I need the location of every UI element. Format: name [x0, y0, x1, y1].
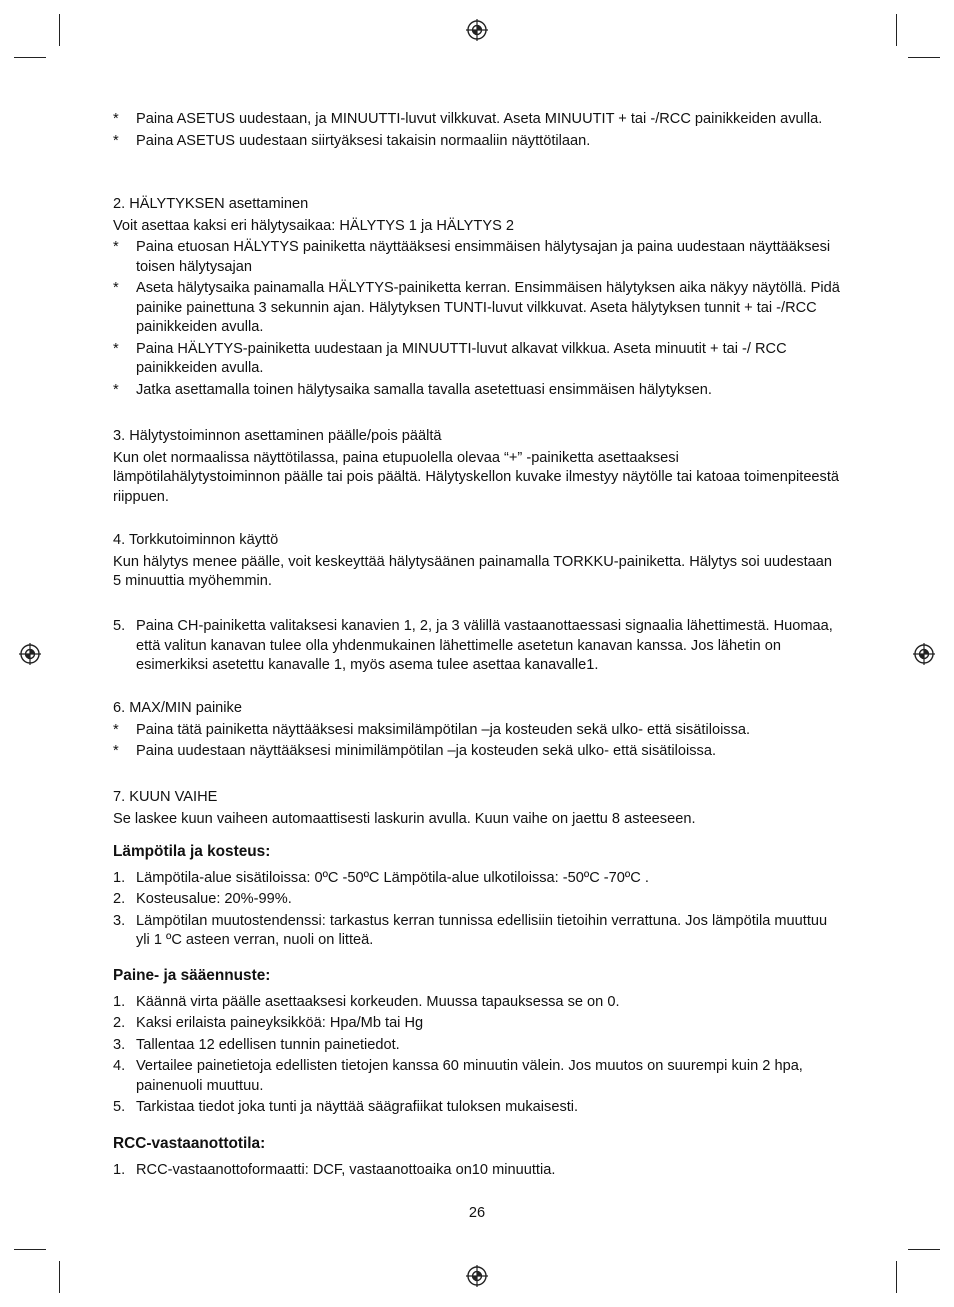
section-body: Kun olet normaalissa näyttötilassa, paina etupuolella olevaa “+” -painiketta asettaaksesi lämpötilahälytystoiminnon päälle tai pois päältä. Hälytyskellon kuvake ilmestyy näytölle tai katoaa toimenpiteestä riippuen.: [113, 449, 840, 505]
list-item: [113, 279, 843, 338]
section-channel: [113, 617, 843, 676]
section-pressure: [113, 966, 843, 1118]
registration-mark-icon: [913, 643, 935, 665]
list-item-text: Käännä virta päälle asettaaksesi korkeuden. Muussa tapauksessa se on 0.: [136, 993, 620, 1010]
subsection-heading: RCC-vastaanottotila:: [113, 1135, 266, 1152]
bullet-marker: *: [113, 721, 119, 738]
crop-mark-tl-horizontal: [14, 57, 46, 58]
bullet-marker: *: [113, 132, 119, 149]
crop-mark-bl-vertical: [59, 1261, 60, 1293]
list-item-text: Jatka asettamalla toinen hälytysaika samalla tavalla asetettuasi ensimmäisen hälytyksen.: [136, 381, 712, 398]
section-temperature: [113, 842, 843, 951]
list-item: [113, 1036, 843, 1056]
number-marker: 5.: [113, 618, 126, 634]
list-item-text: Paina tätä painiketta näyttääksesi maksimilämpötilan –ja kosteuden sekä ulko- että sisätiloissa.: [136, 721, 751, 738]
list-item: [113, 238, 843, 277]
section-rcc: [113, 1134, 843, 1180]
crop-mark-tl-vertical: [59, 14, 60, 46]
crop-mark-br-horizontal: [908, 1249, 940, 1250]
crop-mark-br-vertical: [896, 1261, 897, 1293]
list-item: [113, 110, 843, 130]
subsection-heading: Lämpötila ja kosteus:: [113, 843, 271, 860]
list-item-text: RCC-vastaanottoformaatti: DCF, vastaanottoaika on10 minuuttia.: [136, 1161, 556, 1178]
list-item-text: Aseta hälytysaika painamalla HÄLYTYS-painiketta kerran. Ensimmäisen hälytyksen aika näkyy näytöllä. Pidä painike painettuna 3 sekunnin ajan. Hälytyksen TUNTI-luvut vilkkuvat. Aseta hälytyksen tunnit + tai -/RCC painikkeiden avulla.: [136, 280, 840, 335]
section-body: Kun hälytys menee päälle, voit keskeyttää hälytysäänen painamalla TORKKU-painiketta. Hälytys soi uudestaan 5 minuuttia myöhemmin.: [113, 553, 833, 589]
crop-mark-tr-vertical: [896, 14, 897, 46]
bullet-marker: *: [113, 743, 119, 759]
number-marker: 2.: [113, 1015, 126, 1031]
list-item-text: Kosteusalue: 20%-99%.: [136, 891, 292, 907]
section-body: Paina CH-painiketta valitaksesi kanavien 1, 2, ja 3 välillä vastaanottaessasi signaalia lähettimestä. Huomaa, että valitun kanavan tulee olla yhdenmukainen lähettimelle asetetun kanavan kanssa. Jos lähetin on esimerkiksi asetettu kanavalle 1, myös asema tulee asettaa kanavalle1.: [136, 618, 833, 673]
number-marker: 1.: [113, 1161, 126, 1178]
number-marker: 2.: [113, 891, 126, 907]
list-item: [113, 869, 843, 889]
section-moon-phase: [113, 788, 843, 829]
number-marker: 4.: [113, 1058, 126, 1074]
list-item: [113, 381, 843, 401]
list-item: [113, 340, 843, 379]
subsection-heading: Paine- ja sääennuste:: [113, 967, 271, 984]
section-body: Se laskee kuun vaiheen automaattisesti laskurin avulla. Kuun vaihe on jaettu 8 asteeseen.: [113, 810, 696, 827]
section-snooze: [113, 531, 843, 592]
list-item-text: Paina ASETUS uudestaan siirtyäksesi takaisin normaaliin näyttötilaan.: [136, 132, 591, 149]
list-item-text: Kaksi erilaista paineyksikköä: Hpa/Mb tai Hg: [136, 1015, 424, 1031]
crop-mark-bl-horizontal: [14, 1249, 46, 1250]
section-heading: 2. HÄLYTYKSEN asettaminen: [113, 196, 309, 212]
list-item-text: Vertailee painetietoja edellisten tietojen kanssa 60 minuutin välein. Jos muutos on suurempi kuin 2 hpa, painenuoli muuttuu.: [136, 1058, 803, 1094]
list-item-text: Paina HÄLYTYS-painiketta uudestaan ja MINUUTTI-luvut alkavat vilkkua. Aseta minuutit + tai -/ RCC painikkeiden avulla.: [136, 340, 787, 376]
number-marker: 3.: [113, 912, 126, 929]
list-item: [113, 993, 843, 1013]
list-item: [113, 912, 843, 951]
list-item: [113, 1098, 843, 1118]
list-item: [113, 617, 843, 676]
section-heading: 7. KUUN VAIHE: [113, 789, 218, 805]
number-marker: 5.: [113, 1099, 126, 1115]
list-item: [113, 721, 843, 741]
list-item-text: Paina ASETUS uudestaan, ja MINUUTTI-luvut vilkkuvat. Aseta MINUUTIT + tai -/RCC painikkeiden avulla.: [136, 111, 823, 127]
page-number: 26: [468, 1205, 486, 1221]
bullet-marker: *: [113, 239, 119, 255]
section-alarm-setting: [113, 195, 843, 400]
registration-mark-icon: [19, 643, 41, 665]
list-item-text: Paina etuosan HÄLYTYS painiketta näyttääksesi ensimmäisen hälytysajan ja paina uudestaan näyttääksesi toisen hälytysajan: [136, 239, 831, 275]
bullet-marker: *: [113, 111, 119, 127]
section-heading: 4. Torkkutoiminnon käyttö: [113, 532, 279, 548]
registration-mark-icon: [466, 1265, 488, 1287]
crop-mark-tr-horizontal: [908, 57, 940, 58]
section-alarm-toggle: [113, 427, 843, 507]
bullet-marker: *: [113, 381, 119, 398]
number-marker: 1.: [113, 993, 126, 1010]
list-item-text: Tarkistaa tiedot joka tunti ja näyttää säägrafiikat tuloksen mukaisesti.: [136, 1099, 579, 1115]
number-marker: 1.: [113, 869, 126, 886]
list-item: [113, 1057, 843, 1096]
list-item: [113, 1161, 843, 1181]
section-heading: 3. Hälytystoiminnon asettaminen päälle/pois päältä: [113, 428, 442, 444]
list-item: [113, 1014, 843, 1034]
intro-list: [113, 110, 843, 151]
list-item-text: Lämpötila-alue sisätiloissa: 0ºC -50ºC Lämpötila-alue ulkotiloissa: -50ºC -70ºC .: [136, 869, 649, 886]
bullet-marker: *: [113, 280, 119, 296]
list-item-text: Lämpötilan muutostendenssi: tarkastus kerran tunnissa edellisiin tietoihin verrattuna. Jos lämpötila muuttuu yli 1 ºC asteen verran, nuoli on litteä.: [136, 912, 828, 948]
section-intro: Voit asettaa kaksi eri hälytysaikaa: HÄLYTYS 1 ja HÄLYTYS 2: [113, 217, 514, 234]
registration-mark-icon: [466, 19, 488, 41]
list-item: [113, 890, 843, 910]
section-maxmin: [113, 699, 843, 762]
bullet-marker: *: [113, 340, 119, 357]
section-heading: 6. MAX/MIN painike: [113, 700, 242, 716]
list-item-text: Tallentaa 12 edellisen tunnin painetiedot.: [136, 1036, 400, 1053]
list-item: [113, 742, 843, 762]
number-marker: 3.: [113, 1036, 126, 1053]
list-item-text: Paina uudestaan näyttääksesi minimilämpötilan –ja kosteuden sekä ulko- että sisätiloissa.: [136, 743, 717, 759]
list-item: [113, 132, 843, 152]
